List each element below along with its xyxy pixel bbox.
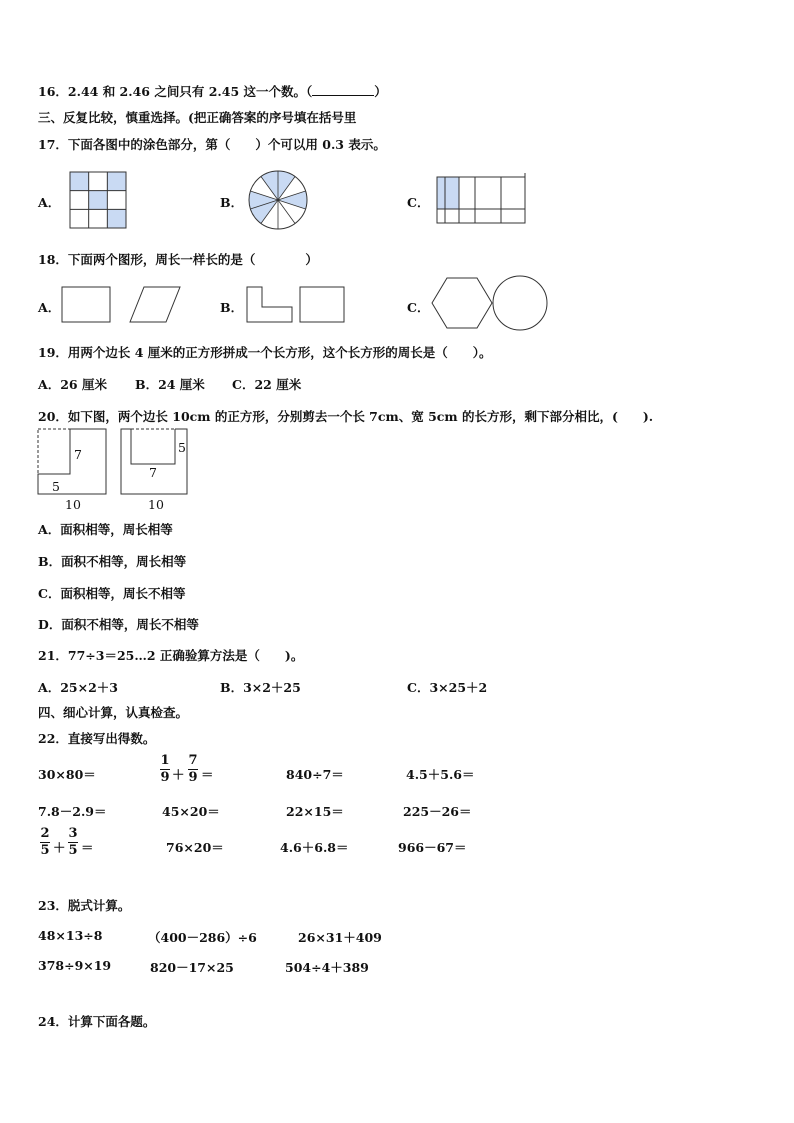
q17-option-b[interactable]: B． xyxy=(220,195,244,210)
question-24: 24．计算下面各题。 xyxy=(38,1014,156,1029)
q18-option-c[interactable]: C． xyxy=(407,300,430,315)
q22-fraction-2a: 2 5 xyxy=(40,826,50,858)
q22-item: 30×80＝ xyxy=(38,767,96,782)
answer-blank[interactable] xyxy=(312,83,374,96)
q20-right-label-10: 10 xyxy=(148,497,164,512)
q22-item: 966－67＝ xyxy=(398,840,467,855)
q20-left-label-7: 7 xyxy=(74,447,82,462)
q20-option-b[interactable]: B．面积不相等，周长相等 xyxy=(38,554,187,569)
question-16-close: ） xyxy=(374,84,387,99)
q22-fraction-2b: 3 5 xyxy=(68,826,78,858)
question-19: 19．用两个边长 4 厘米的正方形拼成一个长方形，这个长方形的周长是（ ）。 xyxy=(38,345,492,360)
q22-item: 7.8－2.9＝ xyxy=(38,804,107,819)
q19-option-b[interactable]: B．24 厘米 xyxy=(135,377,205,392)
q22-item: 45×20＝ xyxy=(162,804,220,819)
q23-item: 504÷4＋389 xyxy=(285,960,369,975)
question-18: 18．下面两个图形，周长一样长的是（ ） xyxy=(38,252,318,267)
q22-item: 22×15＝ xyxy=(286,804,344,819)
question-20: 20．如下图，两个边长 10cm 的正方形，分别剪去一个长 7cm、宽 5cm 的长方形，剩下部分相比，( ). xyxy=(38,409,654,424)
q17-option-a[interactable]: A． xyxy=(38,195,61,210)
q22-item: 4.5＋5.6＝ xyxy=(406,767,475,782)
q23-item: （400－286）÷6 xyxy=(148,930,257,945)
q22-plus-sign: ＋ xyxy=(172,767,185,782)
q19-option-c[interactable]: C．22 厘米 xyxy=(232,377,302,392)
q23-item: 378÷9×19 xyxy=(38,958,112,973)
q17-circle-figure-b xyxy=(248,170,308,230)
q22-item: 76×20＝ xyxy=(166,840,224,855)
q18-option-b[interactable]: B． xyxy=(220,300,244,315)
question-21: 21．77÷3＝25…2 正确验算方法是（ )。 xyxy=(38,648,304,663)
q22-plus-sign: ＋ xyxy=(53,840,66,855)
question-23: 23．脱式计算。 xyxy=(38,898,131,913)
q20-option-d[interactable]: D．面积不相等，周长不相等 xyxy=(38,617,199,632)
section-4-heading: 四、细心计算，认真检查。 xyxy=(38,705,189,720)
question-17: 17．下面各图中的涂色部分，第（ ）个可以用 0.3 表示。 xyxy=(38,137,386,152)
q18-figure-a-rectangle-parallelogram xyxy=(62,286,187,326)
question-16-text: 16．2.44 和 2.46 之间只有 2.45 这一个数。（ xyxy=(38,84,313,99)
q21-option-c[interactable]: C．3×25＋2 xyxy=(407,680,488,695)
q22-equals-sign: ＝ xyxy=(201,767,214,782)
q22-fraction-1a: 1 9 xyxy=(160,753,170,785)
q21-option-b[interactable]: B．3×2＋25 xyxy=(220,680,301,695)
q22-item: 225－26＝ xyxy=(403,804,472,819)
q22-equals-sign: ＝ xyxy=(81,840,94,855)
section-3-heading: 三、反复比较，慎重选择。(把正确答案的序号填在括号里 xyxy=(38,110,357,125)
q20-figure-right xyxy=(120,428,195,498)
question-22: 22．直接写出得数。 xyxy=(38,731,156,746)
q20-figure-left xyxy=(37,428,112,498)
q20-right-label-5: 5 xyxy=(178,440,186,455)
q20-right-label-7: 7 xyxy=(149,465,157,480)
q19-option-a[interactable]: A．26 厘米 xyxy=(38,377,107,392)
q18-option-a[interactable]: A． xyxy=(38,300,61,315)
q17-grid-figure-c xyxy=(437,177,527,225)
q23-item: 48×13÷8 xyxy=(38,928,103,943)
q17-grid-figure-a xyxy=(70,172,126,228)
q20-left-label-5: 5 xyxy=(52,479,60,494)
q20-option-a[interactable]: A．面积相等，周长相等 xyxy=(38,522,173,537)
q21-option-a[interactable]: A．25×2＋3 xyxy=(38,680,118,695)
q22-item: 4.6＋6.8＝ xyxy=(280,840,349,855)
q18-figure-b-lshape-square xyxy=(246,286,351,326)
q20-option-c[interactable]: C．面积相等，周长不相等 xyxy=(38,586,186,601)
q18-figure-c-hexagon-circle xyxy=(430,276,552,334)
q20-left-label-10: 10 xyxy=(65,497,81,512)
q22-item: 840÷7＝ xyxy=(286,767,344,782)
q23-item: 820－17×25 xyxy=(150,960,234,975)
question-16 xyxy=(38,82,387,100)
q17-option-c[interactable]: C． xyxy=(407,195,430,210)
q23-item: 26×31＋409 xyxy=(298,930,382,945)
q22-fraction-1b: 7 9 xyxy=(188,753,198,785)
